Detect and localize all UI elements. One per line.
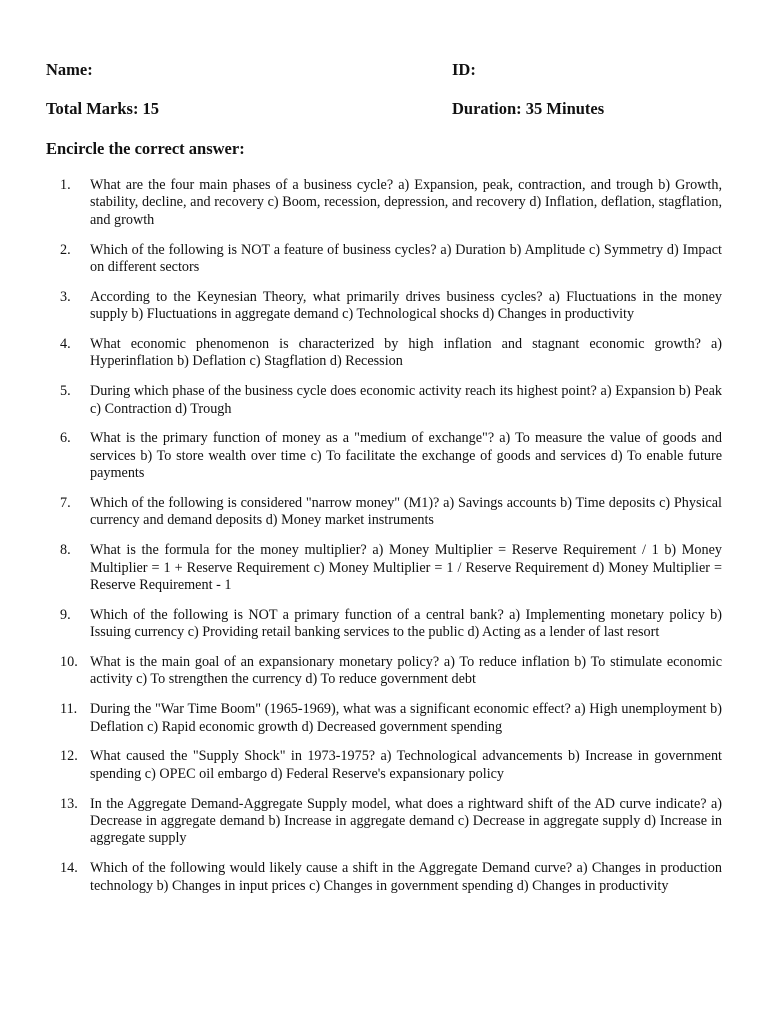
- question-text: Which of the following would likely cause a shift in the Aggregate Demand curve? a) Changes in production technology b) Changes in input prices c) Changes in government spending d) Changes in productivity: [90, 860, 722, 894]
- question-item: [60, 607, 722, 642]
- question-text: Which of the following is considered "narrow money" (M1)? a) Savings accounts b) Time deposits c) Physical currency and demand deposits d) Money market instruments: [90, 495, 722, 529]
- question-item: [60, 542, 722, 594]
- question-item: [60, 860, 722, 895]
- question-number: 9.: [60, 606, 71, 623]
- question-text: During which phase of the business cycle does economic activity reach its highest point? a) Expansion b) Peak c) Contraction d) Trough: [90, 383, 722, 417]
- instructions-heading: Encircle the correct answer:: [46, 139, 245, 158]
- question-item: [60, 495, 722, 530]
- question-text: In the Aggregate Demand-Aggregate Supply model, what does a rightward shift of the AD curve indicate? a) Decrease in aggregate demand b) Increase in aggregate demand c) Decrease in aggregate supply d) Increase in aggregate supply: [90, 795, 722, 847]
- question-number: 11.: [60, 701, 78, 718]
- question-number: 1.: [60, 177, 71, 193]
- total-marks: Total Marks: 15: [46, 99, 160, 118]
- question-text: Which of the following is NOT a feature of business cycles? a) Duration b) Amplitude c) Symmetry d) Impact on different sectors: [90, 241, 722, 276]
- question-text: What are the four main phases of a business cycle? a) Expansion, peak, contraction, and trough b) Growth, stability, decline, and recovery c) Boom, recession, depression, and recovery d) Inflation, deflation, stagflation, and growth: [90, 177, 722, 228]
- question-text: During the "War Time Boom" (1965-1969), what was a significant economic effect? a) High unemployment b) Deflation c) Rapid economic growth d) Decreased government spending: [90, 701, 722, 735]
- question-text: What caused the "Supply Shock" in 1973-1975? a) Technological advancements b) Increase in government spending c) OPEC oil embargo d) Federal Reserve's expansionary policy: [90, 748, 722, 782]
- question-item: [60, 796, 722, 848]
- question-item: [60, 242, 722, 277]
- question-text: Which of the following is NOT a primary function of a central bank? a) Implementing monetary policy b) Issuing currency c) Providing retail banking services to the public d) Acting as a lender of last resort: [90, 606, 722, 641]
- question-item: [60, 654, 722, 689]
- question-number: 4.: [60, 336, 71, 353]
- question-text: What is the primary function of money as a "medium of exchange"? a) To measure the value of goods and services b) To store wealth over time c) To facilitate the exchange of goods and services d) To enable future payments: [90, 430, 722, 482]
- question-item: [60, 748, 722, 783]
- question-item: [60, 430, 722, 482]
- question-number: 12.: [60, 748, 78, 765]
- question-number: 13.: [60, 795, 78, 812]
- id-label: ID:: [452, 60, 476, 79]
- question-text: What economic phenomenon is characterized by high inflation and stagnant economic growth? a) Hyperinflation b) Deflation c) Stagflation d) Recession: [90, 336, 722, 370]
- question-number: 3.: [60, 288, 71, 305]
- question-item: [60, 177, 722, 229]
- question-number: 7.: [60, 495, 71, 512]
- question-text: According to the Keynesian Theory, what primarily drives business cycles? a) Fluctuations in the money supply b) Fluctuations in aggregate demand c) Technological shocks d) Changes in productivity: [90, 288, 722, 323]
- question-number: 8.: [60, 542, 71, 559]
- question-item: [60, 701, 722, 736]
- question-item: [60, 336, 722, 371]
- question-text: What is the main goal of an expansionary monetary policy? a) To reduce inflation b) To stimulate economic activity c) To strengthen the currency d) To reduce government debt: [90, 654, 722, 688]
- name-label: Name:: [46, 60, 93, 79]
- question-number: 10.: [60, 654, 78, 671]
- question-number: 14.: [60, 860, 78, 877]
- question-item: [60, 289, 722, 324]
- question-number: 5.: [60, 383, 71, 400]
- question-item: [60, 383, 722, 418]
- question-text: What is the formula for the money multiplier? a) Money Multiplier = Reserve Requirement / 1 b) Money Multiplier = 1 + Reserve Requirement c) Money Multiplier = 1 / Reserve Requirement d) Money Multiplier = Reserve Requirement - 1: [90, 542, 722, 594]
- question-number: 2.: [60, 241, 71, 258]
- duration: Duration: 35 Minutes: [452, 99, 605, 118]
- question-list: [60, 177, 722, 907]
- question-number: 6.: [60, 430, 71, 447]
